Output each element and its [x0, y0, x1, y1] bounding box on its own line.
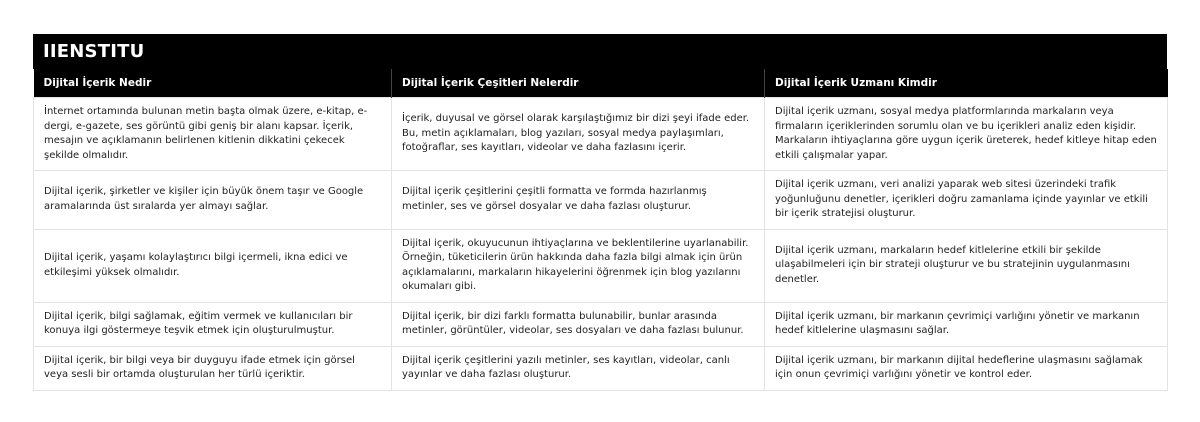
content-table-container	[33, 34, 1167, 391]
table-cell: Dijital içerik uzmanı, veri analizi yaparak web sitesi üzerindeki trafik yoğunluğunu denetler, içerikleri doğru zamanlama içinde yayınlar ve etkili bir içerik stratejisi oluşturur.	[765, 171, 1168, 230]
table-cell: Dijital içerik, şirketler ve kişiler için büyük önem taşır ve Google aramalarında üst sıralarda yer almayı sağlar.	[34, 171, 392, 230]
table-row	[34, 346, 1168, 390]
table-cell: İçerik, duyusal ve görsel olarak karşılaştığımız bir dizi şeyi ifade eder. Bu, metin açıklamaları, blog yazıları, sosyal medya paylaşımları, fotoğraflar, ses kayıtları, videolar ve daha fazlasını içerir.	[392, 98, 765, 171]
table-cell: Dijital içerik, bilgi sağlamak, eğitim vermek ve kullanıcıları bir konuya ilgi göstermeye teşvik etmek için oluşturulmuştur.	[34, 302, 392, 346]
table-cell: Dijital içerik, okuyucunun ihtiyaçlarına ve beklentilerine uyarlanabilir. Örneğin, tüketicilerin ürün hakkında daha fazla bilgi almak için ürün açıklamalarını, markaların hikayelerini öğrenmek için blog yazılarını okumaları gibi.	[392, 229, 765, 302]
table-cell: Dijital içerik uzmanı, markaların hedef kitlelerine etkili bir şekilde ulaşabilmeleri için bir strateji oluşturur ve bu stratejinin uygulanmasını denetler.	[765, 229, 1168, 302]
table-cell: Dijital içerik çeşitlerini yazılı metinler, ses kayıtları, videolar, canlı yayınlar ve daha fazlası oluşturur.	[392, 346, 765, 390]
table-row	[34, 229, 1168, 302]
table-header-row	[34, 69, 1168, 98]
table-cell: Dijital içerik, bir dizi farklı formatta bulunabilir, bunlar arasında metinler, görüntüler, videolar, ses dosyaları ve daha fazlası bulunur.	[392, 302, 765, 346]
table-cell: Dijital içerik uzmanı, bir markanın dijital hedeflerine ulaşmasını sağlamak için onun çevrimiçi varlığını yönetir ve kontrol eder.	[765, 346, 1168, 390]
table-cell: Dijital içerik, yaşamı kolaylaştırıcı bilgi içermeli, ikna edici ve etkileşimi yüksek olmalıdır.	[34, 229, 392, 302]
brand-title: IIENSTITU	[33, 34, 1167, 69]
table-cell: Dijital içerik uzmanı, sosyal medya platformlarında markaların veya firmaların içeriklerinden sorumlu olan ve bu içerikleri analiz eden kişidir. Markaların ihtiyaçlarına göre uygun içerik üreterek, hedef kitleye hitap eden etkili çalışmalar yapar.	[765, 98, 1168, 171]
table-row	[34, 171, 1168, 230]
table-cell: Dijital içerik çeşitlerini çeşitli formatta ve formda hazırlanmış metinler, ses ve görsel dosyalar ve daha fazlası oluşturur.	[392, 171, 765, 230]
table-cell: Dijital içerik uzmanı, bir markanın çevrimiçi varlığını yönetir ve markanın hedef kitlelerine ulaşmasını sağlar.	[765, 302, 1168, 346]
table-row	[34, 98, 1168, 171]
table-row	[34, 302, 1168, 346]
table-cell: Dijital içerik, bir bilgi veya bir duyguyu ifade etmek için görsel veya sesli bir ortamda oluşturulan her türlü içeriktir.	[34, 346, 392, 390]
column-header-specialist: Dijital İçerik Uzmanı Kimdir	[765, 69, 1168, 98]
table-cell: İnternet ortamında bulunan metin başta olmak üzere, e-kitap, e-dergi, e-gazete, ses görüntü gibi geniş bir alanı kapsar. İçerik, mesajın ve açıklamanın belirlenen kitlenin dikkatini çekecek şekilde olmalıdır.	[34, 98, 392, 171]
content-table	[33, 69, 1168, 391]
column-header-types: Dijital İçerik Çeşitleri Nelerdir	[392, 69, 765, 98]
column-header-definition: Dijital İçerik Nedir	[34, 69, 392, 98]
